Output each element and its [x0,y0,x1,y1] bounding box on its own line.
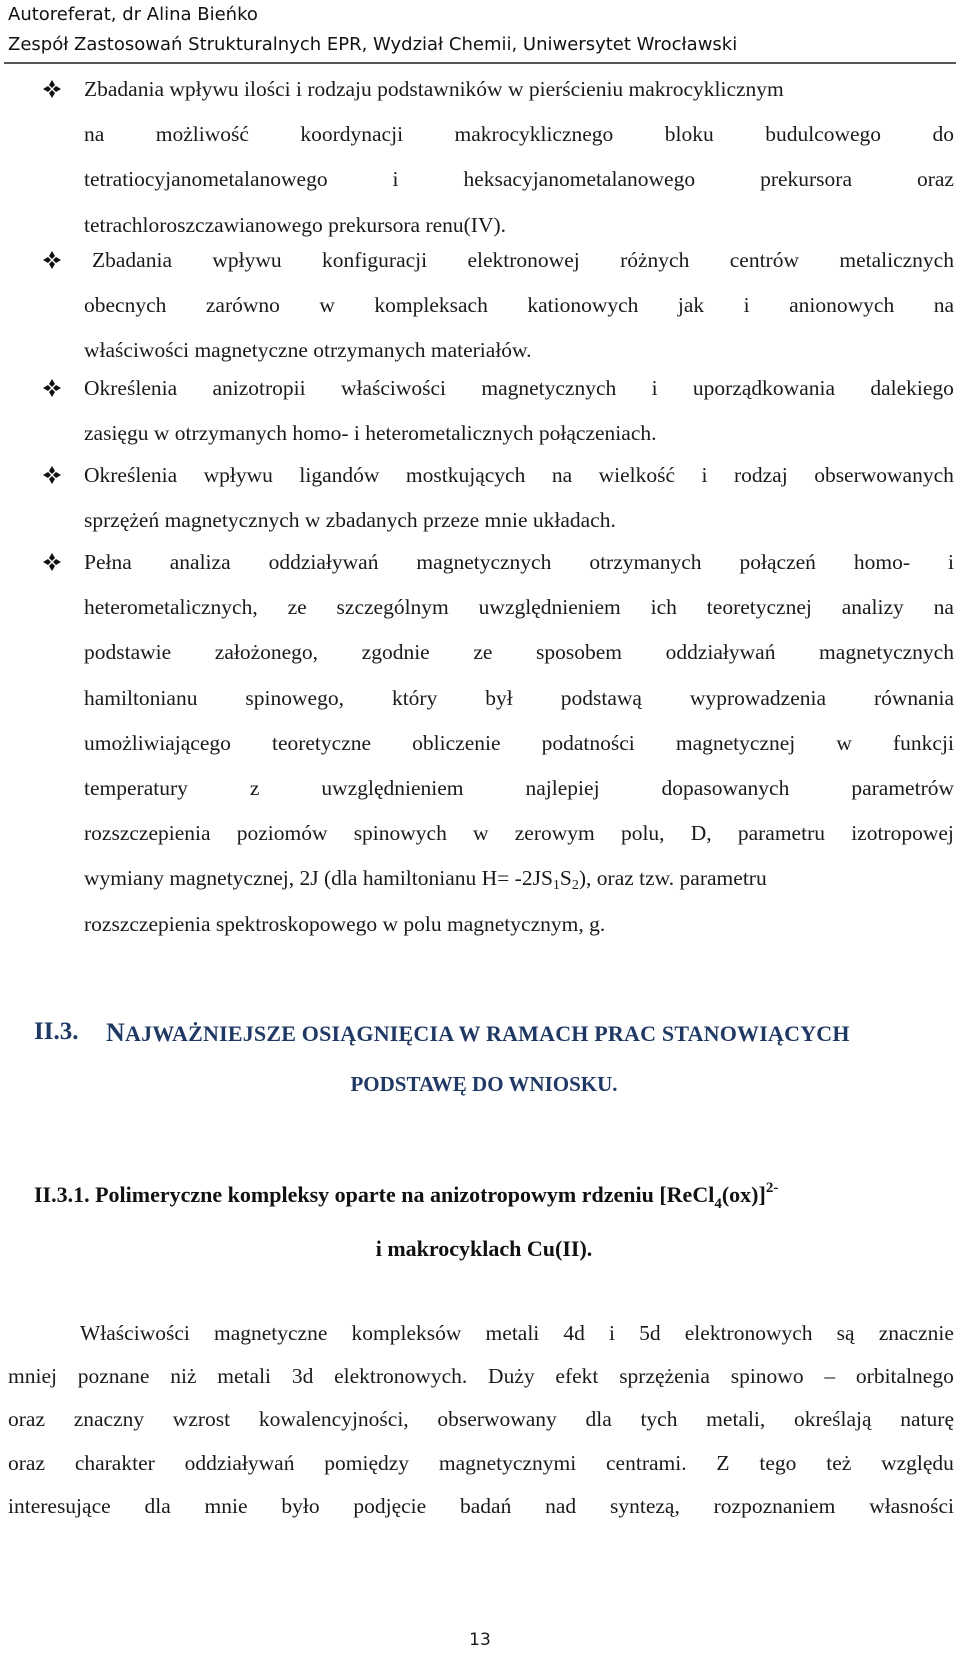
diamond-bullet-icon [42,540,68,572]
word: różnych [620,248,690,272]
word: własności [869,1493,954,1518]
word: Właściwości [80,1321,190,1345]
word: do [932,122,954,147]
word: teoretycznej [706,595,812,620]
word: budulcowego [765,122,882,147]
word: magnetycznych [481,376,617,400]
word: elektronowych. [334,1364,468,1389]
text-line: sprzężeń magnetycznych w zbadanych przeze mnie układach. [84,508,616,533]
text-line [84,630,954,675]
word: uporządkowania [692,376,836,400]
word: Z [716,1450,730,1475]
word: metali, [706,1407,766,1432]
word: badań [460,1493,512,1518]
word: obliczenie [412,730,501,755]
word: magnetycznych [819,640,954,665]
word: makrocyklicznego [454,122,614,147]
word: naturę [900,1407,954,1432]
word: kowalencyjności, [258,1407,409,1432]
word: magnetycznych [416,550,552,574]
word: niż [170,1364,197,1389]
word: wpływu [212,248,282,272]
text-line: właściwości magnetyczne otrzymanych materiałów. [84,338,532,363]
word: koordynacji [300,122,404,147]
word: oraz [8,1450,45,1475]
word: nad [545,1493,577,1518]
word: spinowych [353,821,447,846]
word: Duży [488,1364,535,1389]
word: i [609,1321,616,1345]
word: ich [650,595,677,620]
word: tych [640,1407,678,1432]
word: rozpoznaniem [713,1493,836,1518]
word: magnetycznymi [438,1450,577,1475]
word: i [701,463,708,487]
word: metalicznych [839,248,954,272]
word: otrzymanych [589,550,702,574]
word: podjęcie [353,1493,427,1518]
word: homo- [853,550,911,574]
word: magnetycznej [675,730,796,755]
word: mniej [8,1364,57,1389]
word: ze [287,595,307,620]
word: metali [217,1364,272,1389]
word: pomiędzy [324,1450,410,1475]
word: prekursora [760,167,852,192]
word: bloku [664,122,714,147]
word: dalekiego [870,376,954,400]
text-line [84,811,954,856]
word: oddziaływań [665,640,776,665]
text-line [8,1442,954,1485]
text-line [84,585,954,630]
text-line [84,157,954,202]
word: równania [874,685,954,710]
word: sprzężenia [619,1364,710,1389]
text-line [8,1485,954,1528]
word: zarówno [205,293,280,318]
word: było [281,1493,320,1518]
text-line [84,238,954,283]
word: syntezą, [609,1493,680,1518]
word: podstawie [84,640,172,665]
word: centrami. [606,1450,687,1475]
word: dla [585,1407,612,1432]
word: magnetyczne [213,1321,328,1345]
word: właściwości [340,376,447,400]
word: 5d [639,1321,661,1345]
word: wyprowadzenia [689,685,827,710]
word: hamiltonianu [84,685,198,710]
section-title-line2: PODSTAWĘ DO WNIOSKU. [350,1072,618,1096]
page-number: 13 [469,1630,491,1650]
word: analiza [169,550,231,574]
subsection-title-line1: II.3.1. Polimeryczne kompleksy oparte na anizotropowym rdzeniu [ReCl$_4$(ox)]$^{2-}$ [34,1180,779,1212]
word: tetratiocyjanometalanowego [84,167,328,192]
word: wpływu [203,463,273,487]
word: parametrów [851,775,954,800]
word: funkcji [893,730,954,755]
word: – [824,1364,836,1389]
word: są [836,1321,855,1345]
word: dla [144,1493,171,1518]
word: dopasowanych [661,775,790,800]
word: oddziaływań [184,1450,295,1475]
header-affiliation: Zespół Zastosowań Strukturalnych EPR, Wydział Chemii, Uniwersytet Wrocławski [8,34,738,55]
word: konfiguracji [322,248,428,272]
text-line [8,1355,954,1398]
word: zgodnie [361,640,430,665]
word: metali [485,1321,540,1345]
word: spinowo [730,1364,804,1389]
text-line [84,112,954,157]
word: kationowych [527,293,639,318]
text-line: zasięgu w otrzymanych homo- i heterometalicznych połączeniach. [84,421,657,446]
word: założonego, [214,640,319,665]
word: znaczny [73,1407,145,1432]
word: umożliwiającego [84,730,231,755]
word: kompleksach [374,293,488,318]
word: uwzględnieniem [478,595,621,620]
word: charakter [74,1450,155,1475]
text-line [84,676,954,721]
word: 3d [291,1364,314,1389]
word: na [84,122,105,147]
word: który [391,685,438,710]
word: szczególnym [336,595,449,620]
text-line [84,721,954,766]
word: wzrost [172,1407,231,1432]
word: D, [690,821,712,846]
word: 4d [563,1321,585,1345]
word: Określenia [84,376,178,400]
word: obserwowanych [814,463,954,487]
word: ligandów [299,463,380,487]
word: możliwość [155,122,249,147]
word: obserwowany [437,1407,557,1432]
word: połączeń [739,550,816,574]
hamiltonian-formula-line: wymiany magnetycznej, 2J (dla hamiltonianu $H= -2JS_1S_2$), oraz tzw. parametru [84,866,767,894]
diamond-bullet-icon [42,238,68,270]
word: w [319,293,335,318]
word: był [485,685,513,710]
word: obecnych [84,293,167,318]
text-line: Zbadania wpływu ilości i rodzaju podstawników w pierścieniu makrocyklicznym [84,77,784,101]
text-line [8,1398,954,1441]
word: poziomów [236,821,328,846]
section-number: II.3. [34,1018,79,1045]
word: anizotropii [212,376,306,400]
header-divider [4,62,956,64]
diamond-bullet-icon [42,67,68,99]
word: jak [677,293,705,318]
word: efekt [555,1364,599,1389]
word: rozszczepienia [84,821,211,846]
word: polu, [620,821,665,846]
word: centrów [729,248,799,272]
word: w [473,821,489,846]
word: i [651,376,658,400]
word: uwzględnieniem [321,775,464,800]
word: analizy [841,595,904,620]
word: na [933,595,954,620]
word: oddziaływań [268,550,379,574]
word: parametru [737,821,825,846]
word: najlepiej [525,775,600,800]
text-line [8,1312,954,1355]
word: heterometalicznych, [84,595,258,620]
body-paragraph [8,1312,954,1528]
word: na [551,463,573,487]
word: na [933,293,954,318]
word: Określenia [84,463,178,487]
subsection-title-line2: i makrocyklach Cu(II). [375,1236,593,1261]
text-line [84,540,954,585]
word: i [743,293,750,318]
word: tego [759,1450,797,1475]
word: z [249,775,260,800]
word: podatności [541,730,635,755]
word: elektronowej [467,248,580,272]
word: i [948,550,954,574]
word: względu [881,1450,954,1475]
text-line [84,766,954,811]
word: oraz [916,167,954,192]
word: Pełna [84,550,132,574]
word: spinowego, [245,685,344,710]
header-author: Autoreferat, dr Alina Bieńko [8,4,258,25]
word: heksacyjanometalanowego [463,167,696,192]
word: sposobem [536,640,622,665]
word: w [836,730,852,755]
word: mostkujących [405,463,526,487]
diamond-bullet-icon [42,453,68,485]
word: znacznie [878,1321,954,1345]
diamond-bullet-icon [42,366,68,398]
word: orbitalnego [855,1364,954,1389]
text-line: tetrachloroszczawianowego prekursora renu(IV). [84,212,507,237]
word: mnie [204,1493,248,1518]
word: określają [793,1407,872,1432]
word: anionowych [789,293,895,318]
word: oraz [8,1407,45,1432]
text-line [84,366,954,411]
word: też [826,1450,852,1475]
word: i [392,167,399,192]
word: wielkość [598,463,676,487]
word: izotropowej [851,821,954,846]
running-header [8,0,737,60]
word: Zbadania [92,248,172,272]
text-line [84,453,954,498]
word: podstawą [560,685,642,710]
word: elektronowych [684,1321,813,1345]
section-title-line1: NAJWAŻNIEJSZE OSIĄGNIĘCIA W RAMACH PRAC STANOWIĄCYCH [106,1018,850,1047]
word: poznane [77,1364,150,1389]
word: interesujące [8,1493,111,1518]
word: temperatury [84,775,188,800]
word: zerowym [514,821,595,846]
word: teoretyczne [271,730,372,755]
word: kompleksów [351,1321,462,1345]
word: ze [473,640,493,665]
word: rodzaj [733,463,788,487]
text-line [84,283,954,328]
text-line: rozszczepienia spektroskopowego w polu magnetycznym, g. [84,911,606,936]
